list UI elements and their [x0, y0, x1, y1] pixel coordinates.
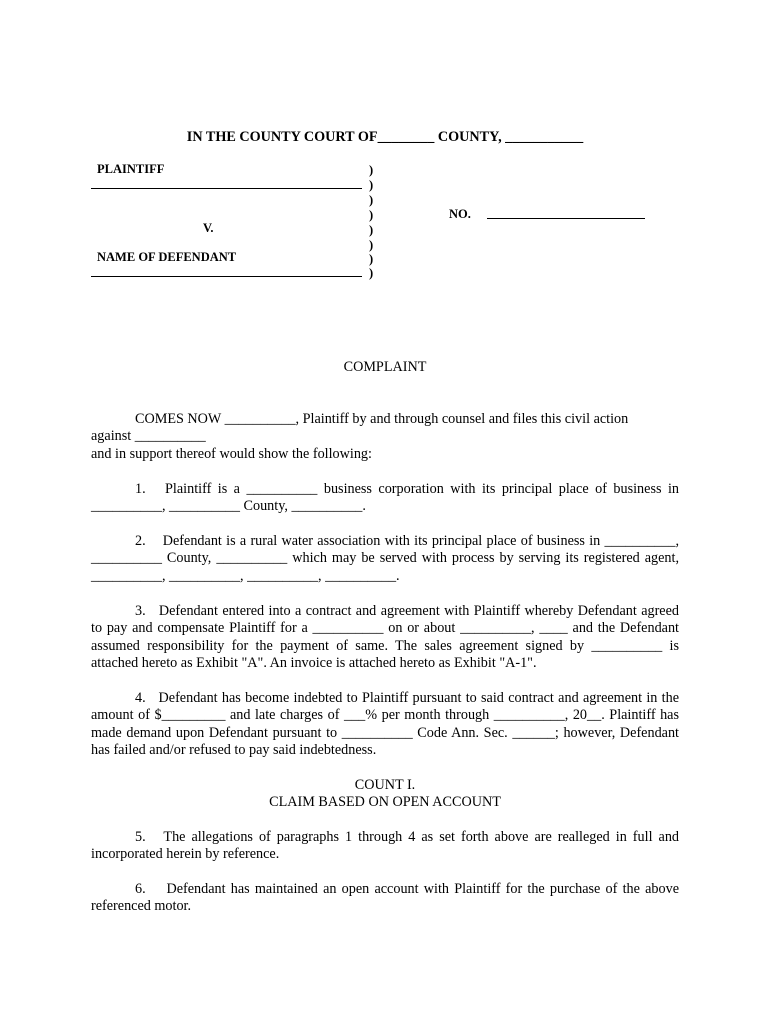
case-number-line [487, 218, 645, 219]
defendant-label: NAME OF DEFENDANT [97, 250, 237, 264]
paragraph-number: 1. [135, 481, 146, 497]
paragraph-text: Defendant is a rural water association with its principal place of business in __________, __________ County, __________ which may be served with process by serving its registered agent, __________, __________, __________, __________. [91, 533, 679, 584]
paragraph-2 [91, 533, 679, 585]
paragraph-6 [91, 881, 679, 916]
paragraph-number: 4. [135, 690, 146, 706]
paragraph-number: 6. [135, 881, 146, 897]
plaintiff-label: PLAINTIFF [97, 162, 165, 176]
paren: ) [369, 178, 374, 192]
count-subheading: CLAIM BASED ON OPEN ACCOUNT [269, 794, 501, 810]
paren: ) [369, 238, 374, 252]
paragraph-text: Defendant has become indebted to Plaintiff pursuant to said contract and agreement in the amount of $_________ and late charges of ___% per month through __________, 20__. Plaintiff has made demand upon Defendant pursuant to __________ Code Ann. Sec. ______; however, Defendant has failed and/or refused to pay said indebtedness. [91, 690, 679, 759]
paragraph-1 [91, 481, 679, 516]
paragraph-number: 3. [135, 603, 146, 619]
document-title: COMPLAINT [343, 359, 427, 375]
paren: ) [369, 252, 374, 266]
paren: ) [369, 266, 374, 280]
paragraph-text: Plaintiff is a __________ business corporation with its principal place of business in __________, __________ County, __________. [91, 481, 679, 515]
paragraph-number: 2. [135, 533, 146, 549]
intro-line-1: COMES NOW __________, Plaintiff by and through counsel and files this civil action [135, 411, 629, 427]
intro-line-3: and in support thereof would show the following: [91, 445, 372, 462]
paren: ) [369, 223, 374, 237]
paragraph-number: 5. [135, 829, 146, 845]
paragraph-5 [91, 829, 679, 864]
paragraph-3 [91, 603, 679, 673]
defendant-name-line [91, 276, 362, 277]
paragraph-text: Defendant entered into a contract and agreement with Plaintiff whereby Defendant agreed to pay and compensate Plaintiff for a __________ on or about __________, ____ and the Defendant assumed responsibility for the payment of same. The sales agreement signed by __________ is attached hereto as Exhibit "A". An invoice is attached hereto as Exhibit "A-1". [91, 603, 680, 672]
paren: ) [369, 208, 374, 222]
paren: ) [369, 163, 374, 177]
paren: ) [369, 193, 374, 207]
case-number-label: NO. [449, 207, 471, 221]
versus-label: V. [203, 221, 214, 235]
count-heading: COUNT I. [354, 777, 416, 793]
intro-line-2: against __________ [91, 428, 206, 445]
paragraph-text: The allegations of paragraphs 1 through 4 as set forth above are realleged in full and incorporated herein by reference. [91, 829, 680, 863]
paragraph-text: Defendant has maintained an open account with Plaintiff for the purchase of the above referenced motor. [91, 881, 679, 915]
intro-paragraph [91, 411, 679, 463]
plaintiff-name-line [91, 188, 362, 189]
paragraph-4 [91, 690, 679, 760]
court-heading: IN THE COUNTY COURT OF________ COUNTY, ___________ [186, 129, 584, 145]
